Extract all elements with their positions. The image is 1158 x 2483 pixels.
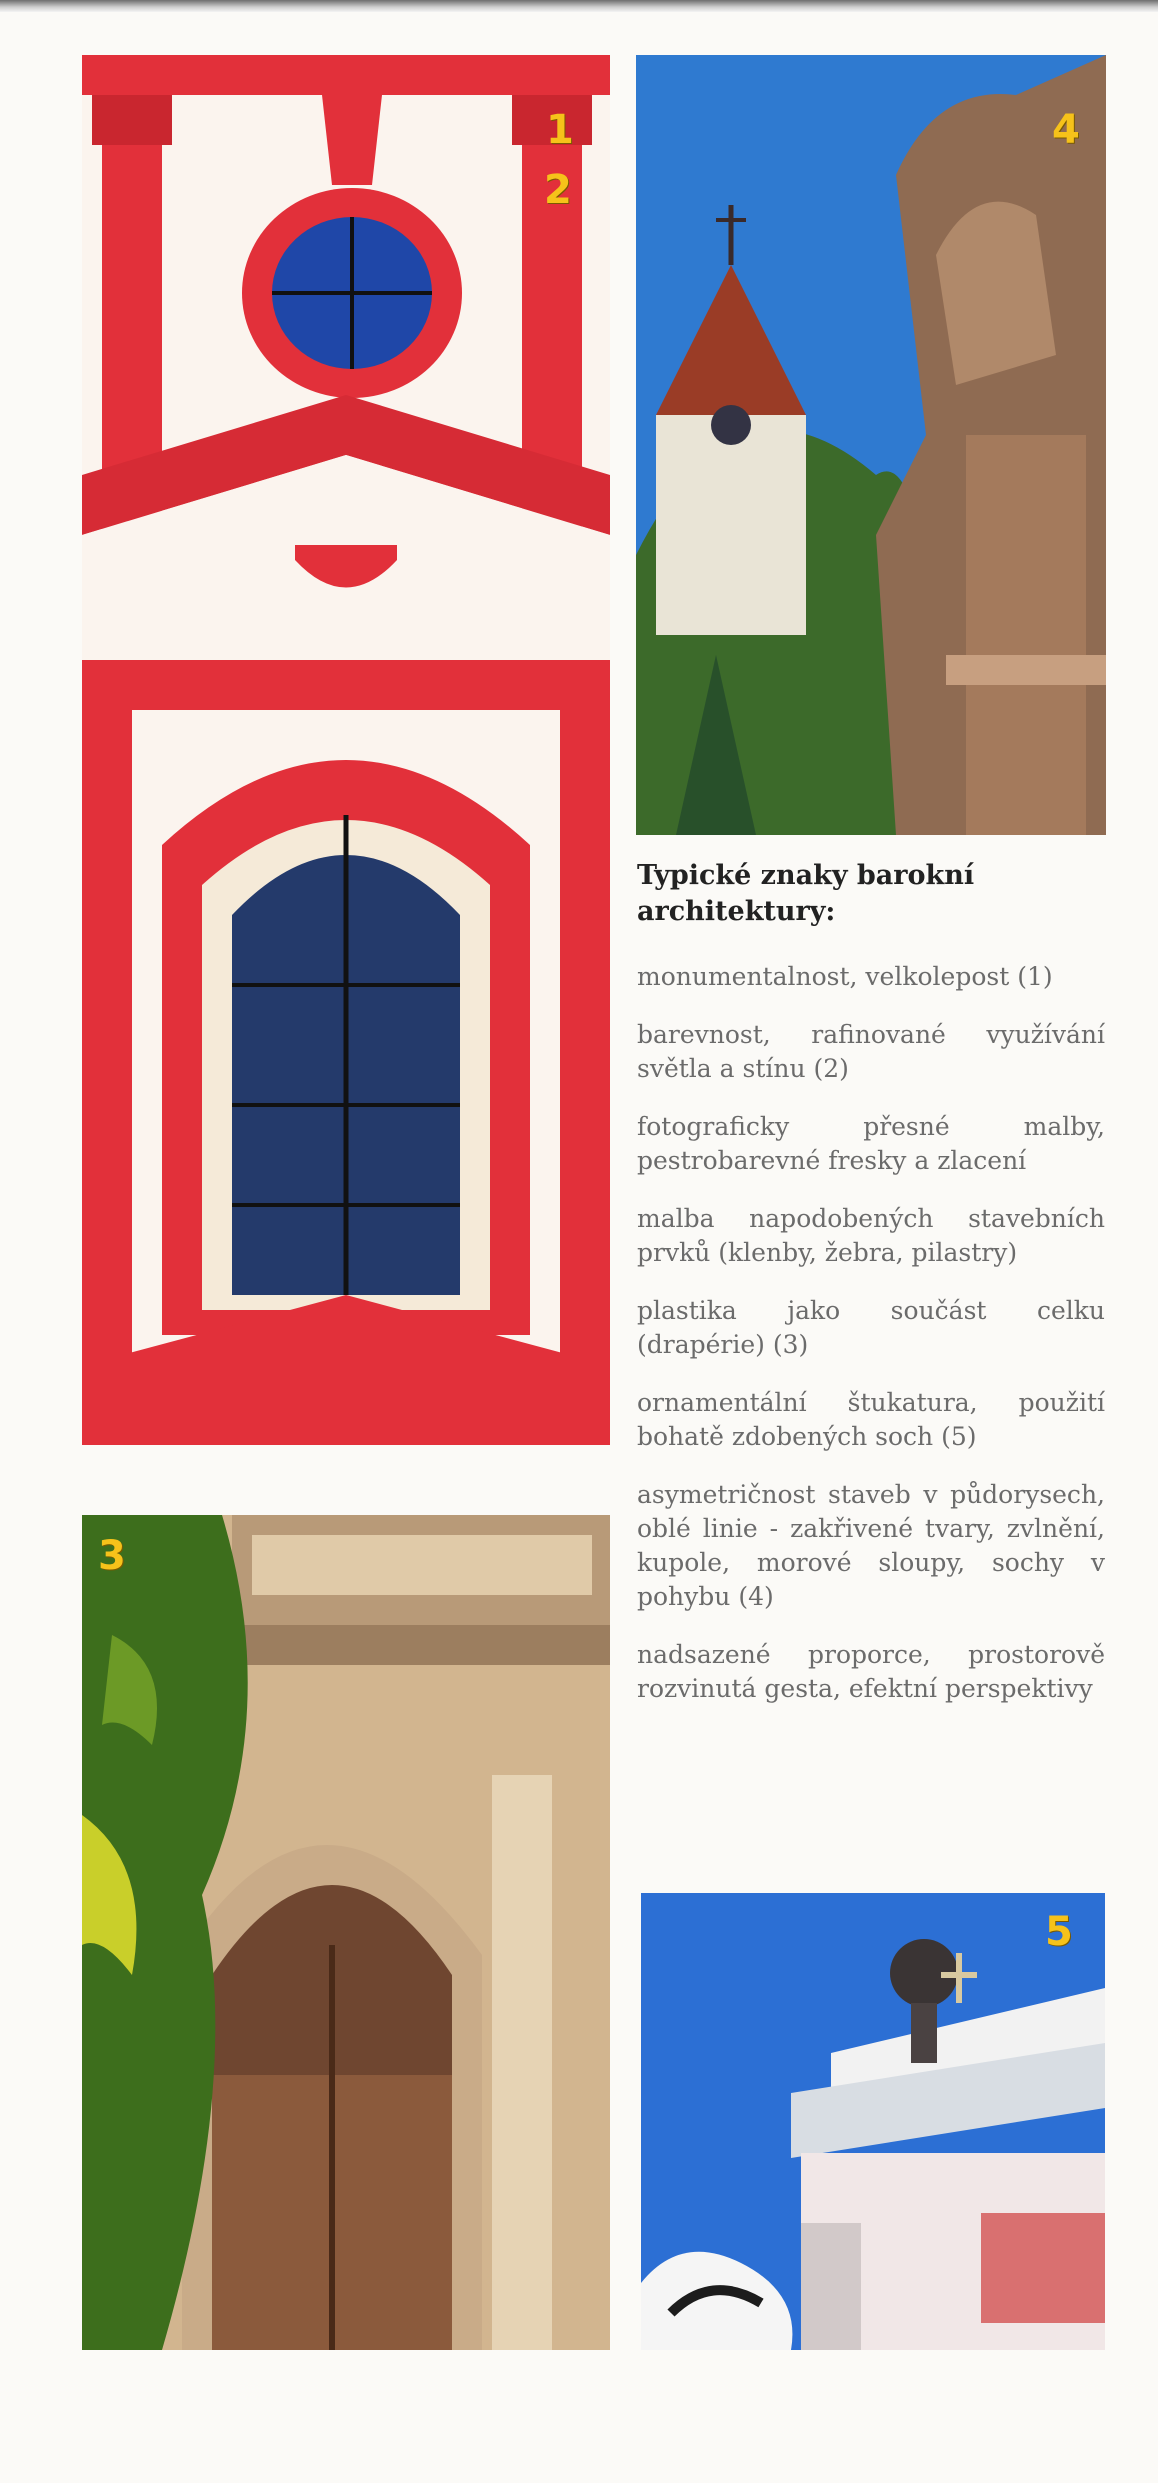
list-item: plastika jako součást celku (drapérie) (3) — [637, 1296, 1105, 1359]
list-item: barevnost, rafinované využívání světla a stínu (2) — [637, 1020, 1105, 1083]
section-heading: Typické znaky barokní architektury: — [637, 860, 975, 927]
list-item: asymetričnost staveb v půdorysech, oblé linie - zakřivené tvary, zvlnění, kupole, morové sloupy, sochy v pohybu (4) — [637, 1480, 1105, 1611]
photo-label-4: 4 — [1052, 107, 1080, 153]
list-item: fotograficky přesné malby, pestrobarevné fresky a zlacení — [637, 1112, 1105, 1175]
photo-church-facade — [82, 55, 610, 1445]
list-item: malba napodobených stavebních prvků (klenby, žebra, pilastry) — [637, 1204, 1105, 1267]
photo-label-5: 5 — [1045, 1909, 1073, 1955]
list-item: nadsazené proporce, prostorově rozvinutá gesta, efektní perspektivy — [637, 1640, 1105, 1703]
baroque-features-text — [637, 858, 1105, 1730]
photo-baroque-doorway — [82, 1515, 610, 2350]
photo-label-3: 3 — [98, 1533, 126, 1579]
photo-label-2: 2 — [544, 167, 572, 213]
list-item: ornamentální štukatura, použití bohatě zdobených soch (5) — [637, 1388, 1105, 1451]
photo-gable-ornament — [641, 1893, 1105, 2350]
scan-top-edge — [0, 0, 1158, 12]
list-item: monumentalnost, velkolepost (1) — [637, 962, 1053, 991]
photo-label-1: 1 — [546, 107, 574, 153]
photo-tower-and-statue — [636, 55, 1106, 835]
